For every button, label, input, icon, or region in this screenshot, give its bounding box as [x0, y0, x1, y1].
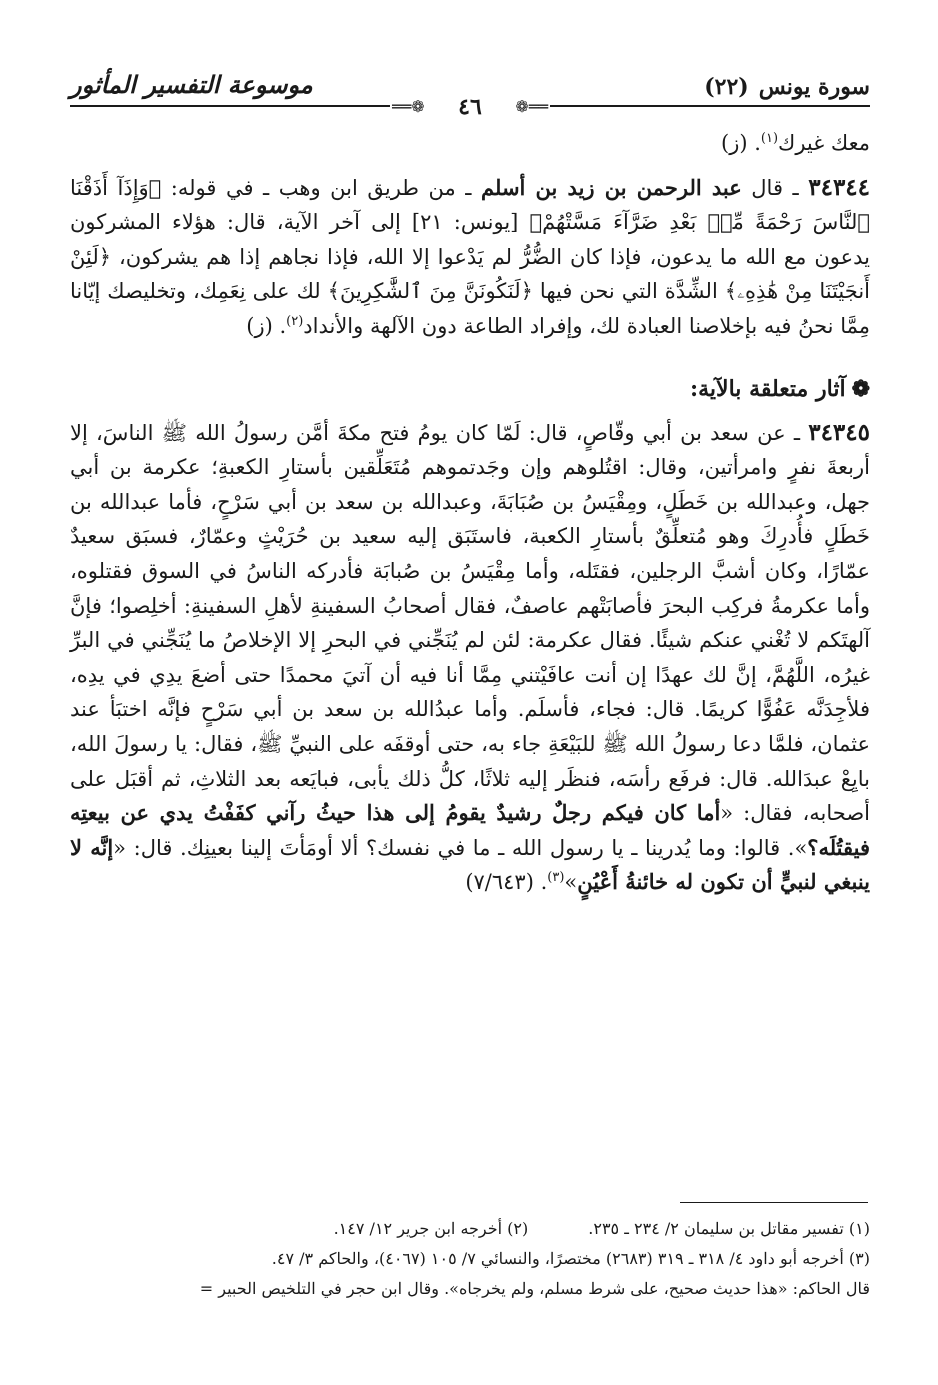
page-header: [70, 60, 870, 126]
section-heading: ❁آثار متعلقة بالآية:: [690, 375, 870, 402]
footnote-ref-1: (١): [760, 131, 779, 146]
page: [70, 60, 870, 900]
entry-number: ٣٤٣٤٥: [808, 418, 870, 446]
footnote-1: (١) تفسير مقاتل بن سليمان ٢/ ٢٣٤ ـ ٢٣٥.: [588, 1219, 870, 1238]
flower-icon: ❁: [851, 375, 870, 402]
book-title: موسوعة التفسير المأثور: [70, 70, 313, 99]
footnote-separator: [680, 1202, 868, 1203]
entry-34345: ٣٤٣٤٥ ـ عن سعد بن أبي وقّاصٍ، قال: لَمّا كان يومُ فتح مكةَ أمَّن رسولُ الله ﷺ الناسَ، إلا أربعةَ نفرٍ وامرأتين، وقال: اقتُلوهم وإن وجَدتموهم مُتَعَلِّقين بأستارِ الكعبةِ؛ عكرمة بن أبي جهل، وعبدالله بن خَطَلٍ، ومِقْيَسُ بن صُبَابَةَ، وعبدالله بن سعد بن أبي سَرْحٍ، فأما عبدالله بن خَطَلٍ فأُدرِكَ وهو مُتعلِّقٌ بأستارِ الكعبة، فاستَبَق إليه سعيد بن حُرَيْثٍ وعمّارٌ، فسبَق سعيدٌ عمّارًا، وكان أشبَّ الرجلين، فقتَله، وأما مِقْيَسُ بن صُبابَة فأدركه الناسُ في السوق فقتلوه، وأما عكرمةُ فركِب البحرَ فأصابَتْهم عاصفٌ، فقال أصحابُ السفينةِ لأهلِ السفينةِ: أخلِصوا؛ فإنَّ آلهتَكم لا تُغْني عنكم شيئًا. فقال عكرمة: لئن لم يُنَجِّني في البحرِ إلا الإخلاصُ ما يُنَجِّني في البرِّ غيرُه، اللَّهُمَّ، إنَّ لك عهدًا إن أنت عافَيْتني مِمَّا أنا فيه أن آتيَ محمدًا حتى أضعَ يدِي في يدِه، فلأجِدَنَّه عَفُوًّا كريمًا. قال: فجاء، فأسلَم. وأما عبدُالله بن سعد بن أبي سَرْحٍ فإنَّه اختبَأ عند عثمان، فلمَّا دعا رسولُ الله ﷺ للبَيْعَةِ جاء به، حتى أوقفَه على النبيِّ ﷺ، فقال: يا رسولَ الله، بايِعْ عبدَالله. قال: فرفَع رأسَه، فنظَر إليه ثلاثًا، كلُّ ذلك يأبى، فبايَعه بعد الثلاثِ، ثم أقبَل على أصحابه، فقال: «أما كان فيكم رجلٌ رشيدٌ يقومُ إلى هذا حيثُ رآني كفَفْتُ يدي عن بيعتِه فيقتُلَه؟». قالوا: وما يُدرينا ـ يا رسول الله ـ ما في نفسك؟ ألا أومَأتَ إلينا بعينِك. قال: «إنَّه لا ينبغي لنبيٍّ أن تكون له خائنةُ أَعْيُنٍ»$^{(٣)}$. (٧/٦٤٣): [70, 418, 870, 895]
ornament-left: ❁══: [392, 97, 425, 116]
main-text: [70, 126, 870, 900]
hadith-quote-1: أما كان فيكم رجلٌ رشيدٌ يقومُ إلى هذا حيثُ رآني كفَفْتُ يدي عن بيعتِه فيقتُلَه؟: [70, 800, 870, 860]
footnote-2: (٢) أخرجه ابن جرير ١٢/ ١٤٧.: [333, 1219, 529, 1238]
surah-title: سورة يونس: [758, 74, 870, 100]
spacer: [70, 344, 870, 372]
continuation-paragraph: معك غيرك$^{(١)}$. (ز): [721, 131, 870, 155]
hadith-quote-2: إنَّه لا ينبغي لنبيٍّ أن تكون له خائنةُ أَعْيُنٍ: [70, 834, 870, 895]
ornament-right: ══❁: [515, 97, 548, 116]
page-number: ٤٦: [458, 94, 482, 120]
narrator-name: عبد الرحمن بن زيد بن أسلم: [481, 174, 742, 200]
surah-number: (٢٢): [704, 74, 749, 100]
entry-34344: ٣٤٣٤٤ ـ قال عبد الرحمن بن زيد بن أسلم ـ من طريق ابن وهب ـ في قوله: ﴿وَإِذَآ أَذَقْنَا ٱلنَّاسَ رَحْمَةً مِّنۢ بَعْدِ ضَرَّآءَ مَسَّتْهُمْ﴾ [يونس: ٢١] إلى آخر الآية، قال: هؤلاء المشركون يدعون مع الله ما يدعون، فإذا كان الضُّرُّ لم يَدْعوا إلا الله، فإذا نجاهم إذا هم يشركون، ﴿لَئِنْ أَنجَيْتَنَا مِنْ هَٰذِهِۦ﴾ الشِّدَّة التي نحن فيها ﴿لَنَكُونَنَّ مِنَ ٱلشَّٰكِرِينَ﴾ لك على نِعَمِك، وتخليصك إيّانا مِمَّا نحنُ فيه بإخلاصنا العبادة لك، وإفراد الطاعة دون الآلهة والأنداد$^{(٢)}$. (ز): [70, 173, 871, 338]
footnote-row: [70, 1214, 870, 1244]
footnote-ref-2: (٢): [286, 313, 304, 329]
entry-number: ٣٤٣٤٤: [808, 173, 871, 201]
footnote-3: (٣) أخرجه أبو داود ٤/ ٣١٨ ـ ٣١٩ (٢٦٨٣) مختصرًا، والنسائي ٧/ ١٠٥ (٤٠٦٧)، والحاكم ٣/ ٤٧.: [271, 1249, 870, 1268]
footnote-ref-3: (٣): [547, 870, 565, 886]
footnote-3-continued: قال الحاكم: «هذا حديث صحيح، على شرط مسلم، ولم يخرجاه». وقال ابن حجر في التلخيص الحبير =: [199, 1279, 870, 1298]
footnotes: [70, 1214, 870, 1304]
